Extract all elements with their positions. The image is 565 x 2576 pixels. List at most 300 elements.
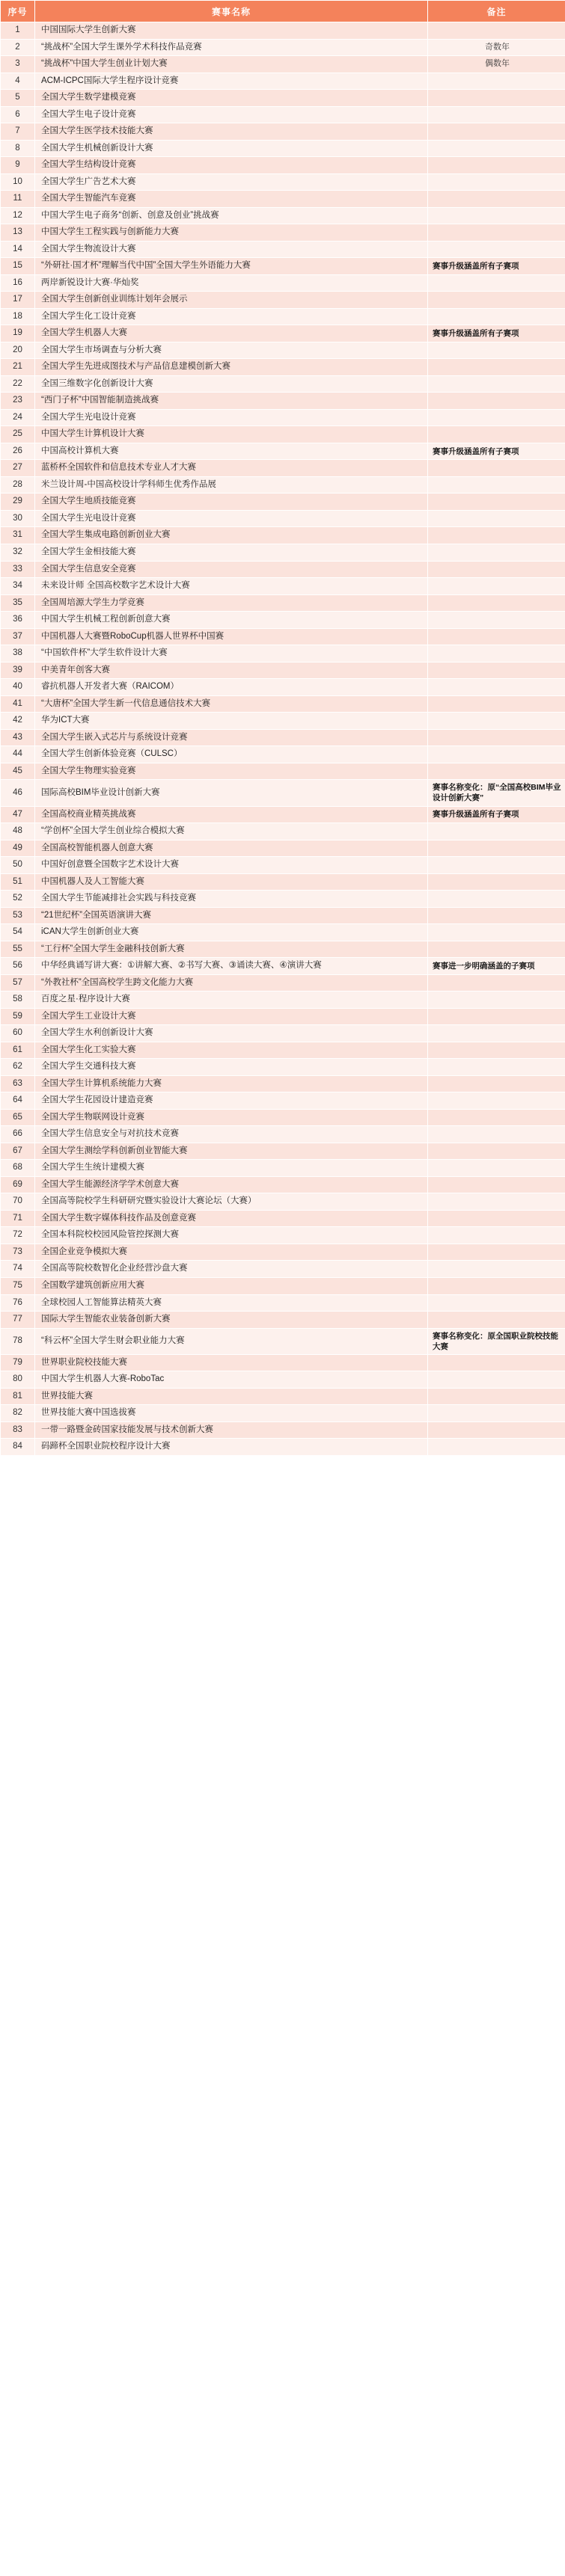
table-row bbox=[1, 1126, 565, 1143]
competition-note bbox=[428, 1075, 565, 1092]
competition-name: 全国高校智能机器人创意大赛 bbox=[35, 840, 428, 857]
table-row bbox=[1, 106, 565, 123]
competition-name: 中国大学生工程实践与创新能力大赛 bbox=[35, 224, 428, 242]
competition-note bbox=[428, 1312, 565, 1329]
row-index: 12 bbox=[1, 207, 35, 224]
row-index: 54 bbox=[1, 924, 35, 941]
competition-name: 全国大学生金相技能大赛 bbox=[35, 544, 428, 561]
table-row bbox=[1, 274, 565, 292]
row-index: 59 bbox=[1, 1008, 35, 1025]
table-header bbox=[1, 1, 565, 22]
table-row bbox=[1, 1371, 565, 1389]
row-index: 27 bbox=[1, 460, 35, 477]
competition-name: 中华经典诵写讲大赛：①讲解大赛、②书写大赛、③诵读大赛、④演讲大赛 bbox=[35, 958, 428, 975]
table-row bbox=[1, 241, 565, 258]
competition-name: ACM-ICPC国际大学生程序设计竞赛 bbox=[35, 73, 428, 90]
table-row bbox=[1, 325, 565, 342]
competition-note bbox=[428, 1261, 565, 1278]
row-index: 5 bbox=[1, 90, 35, 107]
competition-note bbox=[428, 123, 565, 141]
table-row bbox=[1, 1227, 565, 1244]
row-index: 29 bbox=[1, 494, 35, 511]
table-row bbox=[1, 713, 565, 730]
competition-note: 赛事升级涵盖所有子赛项 bbox=[428, 806, 565, 823]
competition-note bbox=[428, 207, 565, 224]
competition-name: 全国大学生医学技术技能大赛 bbox=[35, 123, 428, 141]
competition-name: 中国大学生计算机设计大赛 bbox=[35, 426, 428, 443]
row-index: 72 bbox=[1, 1227, 35, 1244]
competition-name: 全国高等院校数智化企业经营沙盘大赛 bbox=[35, 1261, 428, 1278]
table-row bbox=[1, 375, 565, 393]
row-index: 73 bbox=[1, 1244, 35, 1261]
table-row bbox=[1, 292, 565, 309]
table-row bbox=[1, 907, 565, 924]
competition-note bbox=[428, 510, 565, 527]
competition-name: 中国好创意暨全国数字艺术设计大赛 bbox=[35, 857, 428, 874]
competition-name: 全国大学生电子设计竞赛 bbox=[35, 106, 428, 123]
table-row bbox=[1, 1042, 565, 1059]
row-index: 41 bbox=[1, 695, 35, 713]
table-row bbox=[1, 157, 565, 174]
competition-name: 全国大学生信息安全竞赛 bbox=[35, 561, 428, 578]
table-row bbox=[1, 140, 565, 157]
competition-note bbox=[428, 1126, 565, 1143]
table-row bbox=[1, 1210, 565, 1227]
table-row bbox=[1, 1143, 565, 1160]
competition-name: 全国大学生机械创新设计大赛 bbox=[35, 140, 428, 157]
competition-note: 赛事进一步明确涵盖的子赛项 bbox=[428, 958, 565, 975]
competition-name: 全国大学生化工设计竞赛 bbox=[35, 308, 428, 325]
competition-name: 全国大学生交通科技大赛 bbox=[35, 1059, 428, 1076]
competition-note bbox=[428, 1354, 565, 1371]
row-index: 78 bbox=[1, 1328, 35, 1354]
table-row bbox=[1, 1405, 565, 1422]
competition-note bbox=[428, 907, 565, 924]
table-row bbox=[1, 857, 565, 874]
row-index: 66 bbox=[1, 1126, 35, 1143]
table-row bbox=[1, 308, 565, 325]
table-row bbox=[1, 780, 565, 806]
competition-note bbox=[428, 645, 565, 663]
row-index: 13 bbox=[1, 224, 35, 242]
competition-name: 中国高校计算机大赛 bbox=[35, 443, 428, 460]
table-row bbox=[1, 510, 565, 527]
row-index: 56 bbox=[1, 958, 35, 975]
competition-note bbox=[428, 1405, 565, 1422]
table-row bbox=[1, 645, 565, 663]
row-index: 63 bbox=[1, 1075, 35, 1092]
row-index: 51 bbox=[1, 873, 35, 891]
competition-note bbox=[428, 106, 565, 123]
competition-note bbox=[428, 393, 565, 410]
row-index: 3 bbox=[1, 56, 35, 73]
column-header-index: 序号 bbox=[1, 1, 35, 22]
row-index: 37 bbox=[1, 628, 35, 645]
table-row bbox=[1, 1193, 565, 1211]
competition-name: 一带一路暨金砖国家技能发展与技术创新大赛 bbox=[35, 1421, 428, 1439]
competition-name: 中国大学生机器人大赛-RoboTac bbox=[35, 1371, 428, 1389]
table-row bbox=[1, 594, 565, 612]
row-index: 6 bbox=[1, 106, 35, 123]
competition-name: 全国数学建筑创新应用大赛 bbox=[35, 1277, 428, 1294]
competition-note bbox=[428, 873, 565, 891]
competition-name: 全国大学生节能减排社会实践与科技竞赛 bbox=[35, 891, 428, 908]
competition-note bbox=[428, 1092, 565, 1110]
competition-name: “21世纪杯”全国英语演讲大赛 bbox=[35, 907, 428, 924]
competition-note: 赛事升级涵盖所有子赛项 bbox=[428, 443, 565, 460]
competition-note bbox=[428, 1371, 565, 1389]
competition-name: 全国大学生机器人大赛 bbox=[35, 325, 428, 342]
competition-note bbox=[428, 375, 565, 393]
table-row bbox=[1, 1092, 565, 1110]
row-index: 40 bbox=[1, 679, 35, 696]
table-row bbox=[1, 1294, 565, 1312]
competition-name: 全国大学生先进成图技术与产品信息建模创新大赛 bbox=[35, 359, 428, 376]
competition-name: 世界技能大赛中国选拔赛 bbox=[35, 1405, 428, 1422]
competition-note bbox=[428, 1277, 565, 1294]
competition-name: 全国本科院校校园风险管控探测大赛 bbox=[35, 1227, 428, 1244]
row-index: 8 bbox=[1, 140, 35, 157]
competition-name: 全国三维数字化创新设计大赛 bbox=[35, 375, 428, 393]
table-row bbox=[1, 1261, 565, 1278]
row-index: 16 bbox=[1, 274, 35, 292]
competition-note bbox=[428, 544, 565, 561]
competition-note bbox=[428, 974, 565, 992]
competition-note bbox=[428, 527, 565, 544]
row-index: 60 bbox=[1, 1025, 35, 1042]
table-row bbox=[1, 1025, 565, 1042]
competition-name: 全国大学生物流设计大赛 bbox=[35, 241, 428, 258]
row-index: 15 bbox=[1, 258, 35, 275]
competition-name: 全国大学生创新体验竞赛（CULSC） bbox=[35, 746, 428, 763]
row-index: 55 bbox=[1, 941, 35, 958]
table-row bbox=[1, 578, 565, 595]
competition-note bbox=[428, 157, 565, 174]
competition-note bbox=[428, 241, 565, 258]
competition-name: “大唐杯”全国大学生新一代信息通信技术大赛 bbox=[35, 695, 428, 713]
table-row bbox=[1, 476, 565, 494]
competition-name: 全球校园人工智能算法精英大赛 bbox=[35, 1294, 428, 1312]
row-index: 24 bbox=[1, 409, 35, 426]
table-row bbox=[1, 1176, 565, 1193]
row-index: 77 bbox=[1, 1312, 35, 1329]
column-header-name: 赛事名称 bbox=[35, 1, 428, 22]
table-row bbox=[1, 679, 565, 696]
table-row bbox=[1, 1421, 565, 1439]
row-index: 43 bbox=[1, 729, 35, 746]
table-row bbox=[1, 544, 565, 561]
competition-note bbox=[428, 308, 565, 325]
row-index: 4 bbox=[1, 73, 35, 90]
competition-name: 全国大学生光电设计竞赛 bbox=[35, 510, 428, 527]
competition-name: iCAN大学生创新创业大赛 bbox=[35, 924, 428, 941]
competition-note: 赛事名称变化：原全国职业院校技能大赛 bbox=[428, 1328, 565, 1354]
row-index: 57 bbox=[1, 974, 35, 992]
table-row bbox=[1, 1075, 565, 1092]
competition-name: “挑战杯”中国大学生创业计划大赛 bbox=[35, 56, 428, 73]
row-index: 22 bbox=[1, 375, 35, 393]
competition-name: “外教社杯”全国高校学生跨文化能力大赛 bbox=[35, 974, 428, 992]
row-index: 21 bbox=[1, 359, 35, 376]
row-index: 23 bbox=[1, 393, 35, 410]
table-row bbox=[1, 891, 565, 908]
competition-note: 偶数年 bbox=[428, 56, 565, 73]
competition-name: 全国大学生嵌入式芯片与系统设计竞赛 bbox=[35, 729, 428, 746]
competition-note bbox=[428, 561, 565, 578]
table-row bbox=[1, 39, 565, 56]
competition-note bbox=[428, 1160, 565, 1177]
row-index: 81 bbox=[1, 1388, 35, 1405]
competition-note bbox=[428, 22, 565, 40]
competition-note bbox=[428, 679, 565, 696]
row-index: 11 bbox=[1, 191, 35, 208]
competition-note bbox=[428, 173, 565, 191]
competition-note bbox=[428, 1421, 565, 1439]
competition-note bbox=[428, 924, 565, 941]
column-header-note: 备注 bbox=[428, 1, 565, 22]
row-index: 20 bbox=[1, 342, 35, 359]
table-row bbox=[1, 974, 565, 992]
table-row bbox=[1, 207, 565, 224]
row-index: 61 bbox=[1, 1042, 35, 1059]
table-row bbox=[1, 191, 565, 208]
table-row bbox=[1, 1160, 565, 1177]
competition-note bbox=[428, 1059, 565, 1076]
competition-name: 全国大学生结构设计竞赛 bbox=[35, 157, 428, 174]
table-row bbox=[1, 1059, 565, 1076]
competition-note: 赛事升级涵盖所有子赛项 bbox=[428, 258, 565, 275]
competition-name: 全国大学生智能汽车竞赛 bbox=[35, 191, 428, 208]
competition-note bbox=[428, 1227, 565, 1244]
row-index: 42 bbox=[1, 713, 35, 730]
row-index: 52 bbox=[1, 891, 35, 908]
row-index: 84 bbox=[1, 1439, 35, 1456]
competition-note bbox=[428, 1439, 565, 1456]
table-row bbox=[1, 806, 565, 823]
table-row bbox=[1, 1388, 565, 1405]
table-body bbox=[1, 22, 565, 1456]
table-row bbox=[1, 426, 565, 443]
competition-name: 中国机器人大赛暨RoboCup机器人世界杯中国赛 bbox=[35, 628, 428, 645]
competition-note bbox=[428, 823, 565, 840]
competition-note bbox=[428, 628, 565, 645]
competition-note bbox=[428, 941, 565, 958]
competition-name: 全国大学生测绘学科创新创业智能大赛 bbox=[35, 1143, 428, 1160]
competition-note bbox=[428, 1109, 565, 1126]
competition-note bbox=[428, 1025, 565, 1042]
competition-note bbox=[428, 763, 565, 780]
row-index: 49 bbox=[1, 840, 35, 857]
table-row bbox=[1, 73, 565, 90]
row-index: 68 bbox=[1, 1160, 35, 1177]
competition-name: 全国大学生计算机系统能力大赛 bbox=[35, 1075, 428, 1092]
table-row bbox=[1, 460, 565, 477]
competition-name: “科云杯”全国大学生财会职业能力大赛 bbox=[35, 1328, 428, 1354]
competition-name: 中国大学生电子商务“创新、创意及创业”挑战赛 bbox=[35, 207, 428, 224]
row-index: 44 bbox=[1, 746, 35, 763]
competition-name: 世界职业院校技能大赛 bbox=[35, 1354, 428, 1371]
row-index: 79 bbox=[1, 1354, 35, 1371]
competition-note bbox=[428, 1042, 565, 1059]
competition-name: 全国大学生生统计建模大赛 bbox=[35, 1160, 428, 1177]
table-row bbox=[1, 695, 565, 713]
competition-note bbox=[428, 840, 565, 857]
row-index: 45 bbox=[1, 763, 35, 780]
row-index: 80 bbox=[1, 1371, 35, 1389]
competition-name: 全国大学生光电设计竞赛 bbox=[35, 409, 428, 426]
table-row bbox=[1, 746, 565, 763]
competition-note: 赛事升级涵盖所有子赛项 bbox=[428, 325, 565, 342]
competition-name: 全国大学生数学建模竞赛 bbox=[35, 90, 428, 107]
competition-name: “学创杯”全国大学生创业综合模拟大赛 bbox=[35, 823, 428, 840]
competition-name: 全国大学生创新创业训练计划年会展示 bbox=[35, 292, 428, 309]
competition-note: 奇数年 bbox=[428, 39, 565, 56]
table-row bbox=[1, 1244, 565, 1261]
competition-name: “中国软件杯”大学生软件设计大赛 bbox=[35, 645, 428, 663]
competition-note bbox=[428, 1193, 565, 1211]
competition-name: 未来设计师 全国高校数字艺术设计大赛 bbox=[35, 578, 428, 595]
row-index: 36 bbox=[1, 612, 35, 629]
table-row bbox=[1, 1008, 565, 1025]
competition-note: 赛事名称变化：原“全国高校BIM毕业设计创新大赛” bbox=[428, 780, 565, 806]
row-index: 28 bbox=[1, 476, 35, 494]
row-index: 75 bbox=[1, 1277, 35, 1294]
competition-note bbox=[428, 359, 565, 376]
table-row bbox=[1, 224, 565, 242]
competition-note bbox=[428, 409, 565, 426]
competition-note bbox=[428, 857, 565, 874]
row-index: 32 bbox=[1, 544, 35, 561]
row-index: 64 bbox=[1, 1092, 35, 1110]
table-row bbox=[1, 1109, 565, 1126]
competition-name: “西门子杯”中国智能制造挑战赛 bbox=[35, 393, 428, 410]
table-row bbox=[1, 342, 565, 359]
competition-name: 中国国际大学生创新大赛 bbox=[35, 22, 428, 40]
competition-note bbox=[428, 1143, 565, 1160]
row-index: 48 bbox=[1, 823, 35, 840]
competition-note bbox=[428, 662, 565, 679]
row-index: 30 bbox=[1, 510, 35, 527]
table-row bbox=[1, 873, 565, 891]
competition-note bbox=[428, 140, 565, 157]
competition-name: 码蹄杯全国职业院校程序设计大赛 bbox=[35, 1439, 428, 1456]
competition-name: 蓝桥杯全国软件和信息技术专业人才大赛 bbox=[35, 460, 428, 477]
table-row bbox=[1, 409, 565, 426]
row-index: 74 bbox=[1, 1261, 35, 1278]
competition-name: 全国大学生水利创新设计大赛 bbox=[35, 1025, 428, 1042]
competition-note bbox=[428, 1294, 565, 1312]
competition-note bbox=[428, 612, 565, 629]
competition-note bbox=[428, 1244, 565, 1261]
competition-name: “挑战杯”全国大学生课外学术科技作品竞赛 bbox=[35, 39, 428, 56]
competition-note bbox=[428, 191, 565, 208]
row-index: 65 bbox=[1, 1109, 35, 1126]
row-index: 71 bbox=[1, 1210, 35, 1227]
competition-name: 全国周培源大学生力学竞赛 bbox=[35, 594, 428, 612]
competition-note bbox=[428, 90, 565, 107]
competition-name: 全国企业竞争模拟大赛 bbox=[35, 1244, 428, 1261]
competition-name: 全国大学生集成电路创新创业大赛 bbox=[35, 527, 428, 544]
table-row bbox=[1, 823, 565, 840]
row-index: 83 bbox=[1, 1421, 35, 1439]
competition-name: 两岸新锐设计大赛·华灿奖 bbox=[35, 274, 428, 292]
row-index: 14 bbox=[1, 241, 35, 258]
competition-name: 全国大学生化工实验大赛 bbox=[35, 1042, 428, 1059]
row-index: 17 bbox=[1, 292, 35, 309]
competition-note bbox=[428, 342, 565, 359]
competition-name: 全国大学生市场调查与分析大赛 bbox=[35, 342, 428, 359]
competition-note bbox=[428, 1210, 565, 1227]
table-row bbox=[1, 763, 565, 780]
competition-name: 全国大学生物联网设计竞赛 bbox=[35, 1109, 428, 1126]
row-index: 39 bbox=[1, 662, 35, 679]
table-row bbox=[1, 258, 565, 275]
table-row bbox=[1, 561, 565, 578]
row-index: 70 bbox=[1, 1193, 35, 1211]
table-row bbox=[1, 662, 565, 679]
row-index: 50 bbox=[1, 857, 35, 874]
competition-name: 全国大学生数字媒体科技作品及创意竞赛 bbox=[35, 1210, 428, 1227]
row-index: 26 bbox=[1, 443, 35, 460]
table-row bbox=[1, 1328, 565, 1354]
competition-name: 全国高校商业精英挑战赛 bbox=[35, 806, 428, 823]
row-index: 31 bbox=[1, 527, 35, 544]
competition-name: 国际大学生智能农业装备创新大赛 bbox=[35, 1312, 428, 1329]
row-index: 19 bbox=[1, 325, 35, 342]
competition-name: 中国大学生机械工程创新创意大赛 bbox=[35, 612, 428, 629]
competition-name: 米兰设计周-中国高校设计学科师生优秀作品展 bbox=[35, 476, 428, 494]
table-row bbox=[1, 359, 565, 376]
row-index: 82 bbox=[1, 1405, 35, 1422]
competition-name: 全国大学生工业设计大赛 bbox=[35, 1008, 428, 1025]
competition-name: 国际高校BIM毕业设计创新大赛 bbox=[35, 780, 428, 806]
table-row bbox=[1, 443, 565, 460]
table-row bbox=[1, 1439, 565, 1456]
competition-name: 百度之星·程序设计大赛 bbox=[35, 992, 428, 1009]
competition-name: 全国大学生信息安全与对抗技术竞赛 bbox=[35, 1126, 428, 1143]
competition-name: 中美青年创客大赛 bbox=[35, 662, 428, 679]
row-index: 69 bbox=[1, 1176, 35, 1193]
row-index: 46 bbox=[1, 780, 35, 806]
competition-name: 华为ICT大赛 bbox=[35, 713, 428, 730]
competition-note bbox=[428, 713, 565, 730]
row-index: 33 bbox=[1, 561, 35, 578]
row-index: 35 bbox=[1, 594, 35, 612]
row-index: 25 bbox=[1, 426, 35, 443]
row-index: 34 bbox=[1, 578, 35, 595]
table-row bbox=[1, 840, 565, 857]
table-row bbox=[1, 90, 565, 107]
competition-note bbox=[428, 1176, 565, 1193]
competition-name: 全国大学生花园设计建造竞赛 bbox=[35, 1092, 428, 1110]
competition-name: 睿抗机器人开发者大赛（RAICOM） bbox=[35, 679, 428, 696]
competition-name: 全国大学生地质技能竞赛 bbox=[35, 494, 428, 511]
competition-name: “工行杯”全国大学生金融科技创新大赛 bbox=[35, 941, 428, 958]
competition-note bbox=[428, 1388, 565, 1405]
row-index: 18 bbox=[1, 308, 35, 325]
competition-name: 全国高等院校学生科研研究暨实验设计大赛论坛（大赛） bbox=[35, 1193, 428, 1211]
competition-name: 全国大学生物理实验竞赛 bbox=[35, 763, 428, 780]
table-row bbox=[1, 1277, 565, 1294]
table-row bbox=[1, 527, 565, 544]
table-row bbox=[1, 22, 565, 40]
row-index: 76 bbox=[1, 1294, 35, 1312]
competition-note bbox=[428, 460, 565, 477]
competition-name: 世界技能大赛 bbox=[35, 1388, 428, 1405]
table-row bbox=[1, 941, 565, 958]
competition-note bbox=[428, 476, 565, 494]
row-index: 62 bbox=[1, 1059, 35, 1076]
